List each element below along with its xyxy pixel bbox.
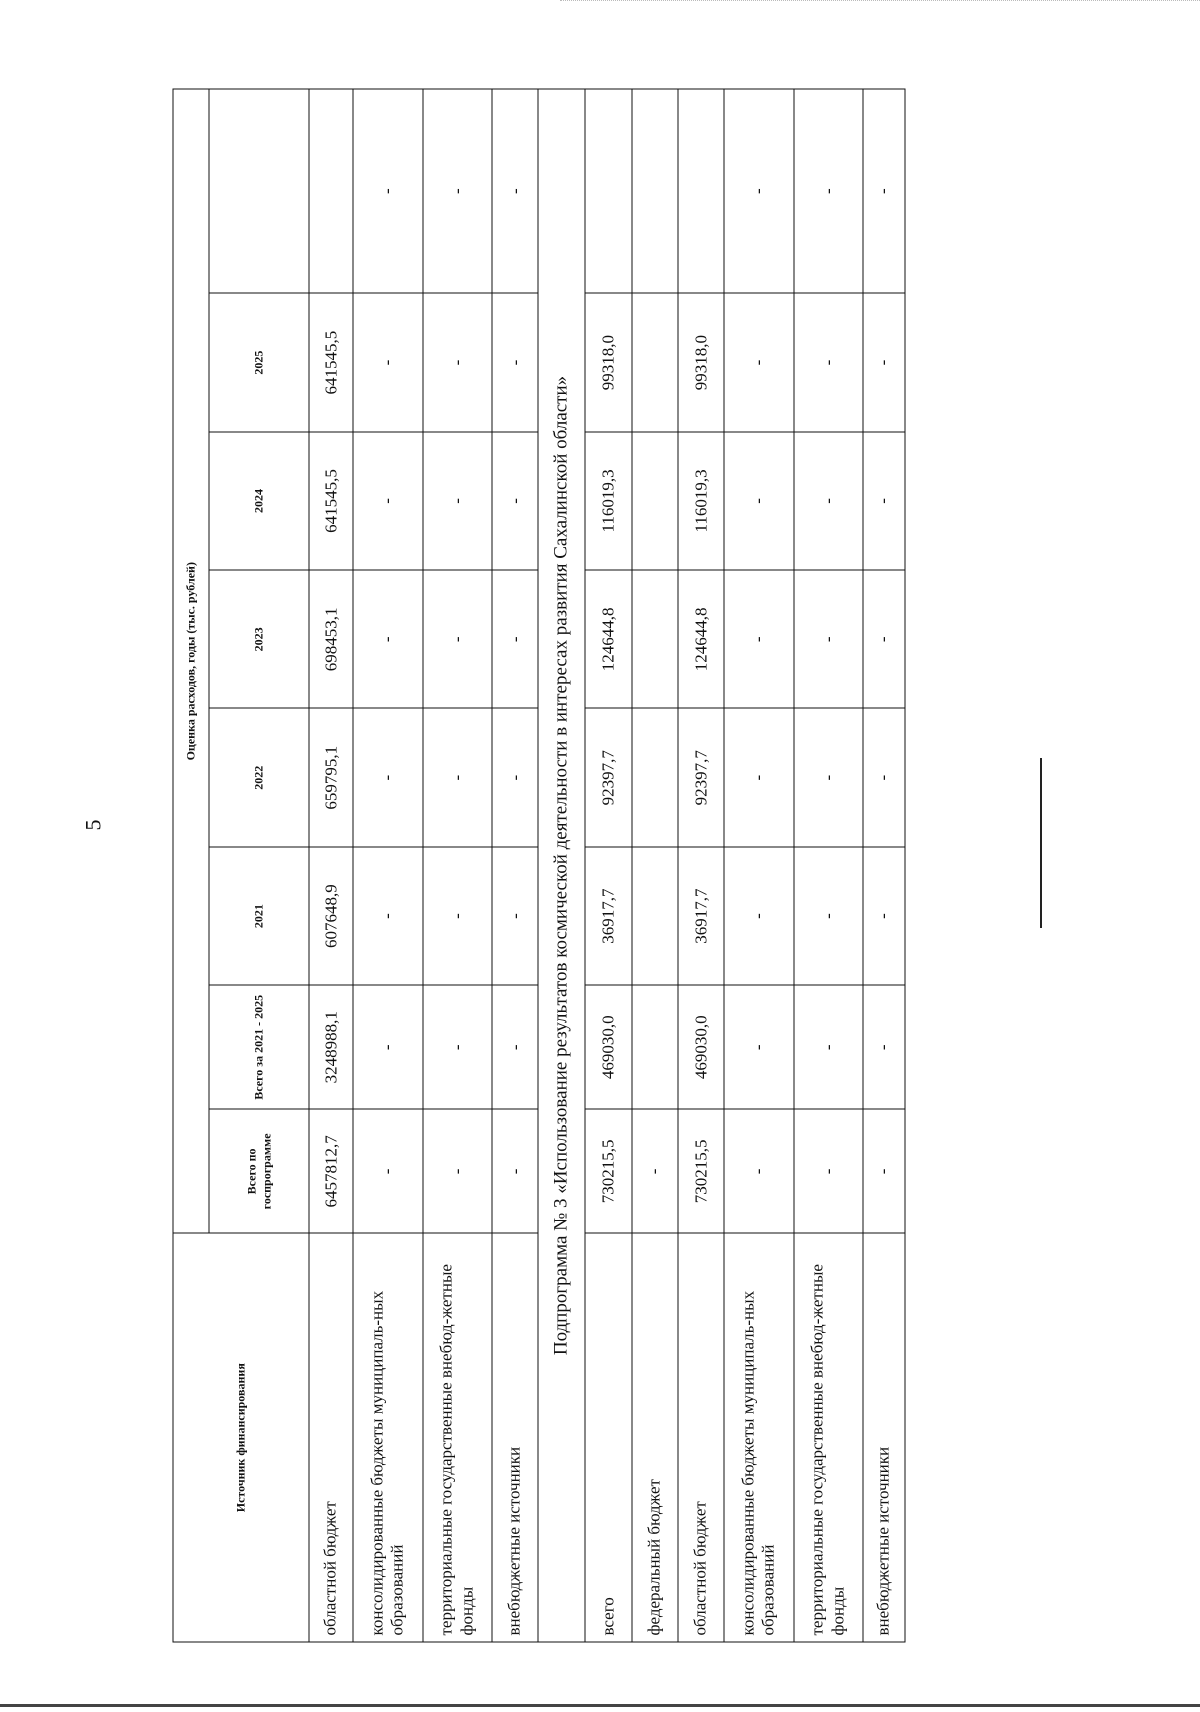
table-row <box>423 89 492 1642</box>
value-cell: 99318,0 <box>678 293 724 431</box>
value-cell: - <box>724 985 793 1109</box>
value-cell: - <box>724 293 793 431</box>
header-col: 2021 <box>209 847 309 985</box>
value-cell: 469030,0 <box>678 985 724 1109</box>
source-cell: федеральный бюджет <box>632 1233 678 1642</box>
value-cell: - <box>423 432 492 570</box>
value-cell: 124644,8 <box>585 570 631 708</box>
value-cell: - <box>794 293 863 431</box>
subprogram-row <box>538 89 585 1642</box>
header-col: Всего по госпрограмме <box>209 1109 309 1233</box>
value-cell: - <box>353 709 422 847</box>
table-row <box>492 89 538 1642</box>
value-cell: - <box>353 89 422 293</box>
header-col: 2024 <box>209 432 309 570</box>
value-cell: - <box>794 89 863 293</box>
source-cell: внебюджетные источники <box>863 1233 905 1642</box>
value-cell: - <box>863 709 905 847</box>
value-cell: - <box>794 847 863 985</box>
value-cell: - <box>353 432 422 570</box>
value-cell: - <box>794 985 863 1109</box>
value-cell: 730215,5 <box>678 1109 724 1233</box>
value-cell: - <box>863 985 905 1109</box>
value-cell: 124644,8 <box>678 570 724 708</box>
value-cell: - <box>724 1109 793 1233</box>
value-cell: 659795,1 <box>309 709 353 847</box>
value-cell: - <box>632 1109 678 1233</box>
source-cell: всего <box>585 1233 631 1642</box>
value-cell: - <box>724 570 793 708</box>
value-cell: - <box>423 293 492 431</box>
value-cell: - <box>353 293 422 431</box>
value-cell: 92397,7 <box>585 709 631 847</box>
value-cell: - <box>863 570 905 708</box>
value-cell <box>632 293 678 431</box>
value-cell: - <box>492 432 538 570</box>
value-cell: - <box>863 432 905 570</box>
value-cell: - <box>724 847 793 985</box>
value-cell: - <box>492 709 538 847</box>
value-cell: - <box>353 570 422 708</box>
table-row <box>309 89 353 1642</box>
source-cell: консолидированные бюджеты муниципаль-ных образований <box>724 1233 793 1642</box>
value-cell: - <box>492 570 538 708</box>
source-cell: областной бюджет <box>678 1233 724 1642</box>
value-cell: - <box>863 293 905 431</box>
value-cell: - <box>794 570 863 708</box>
value-cell: - <box>353 985 422 1109</box>
header-col: Всего за 2021 - 2025 <box>209 985 309 1109</box>
value-cell: 730215,5 <box>585 1109 631 1233</box>
source-cell: консолидированные бюджеты муниципаль-ных образований <box>353 1233 422 1642</box>
table-row <box>585 89 631 1642</box>
value-cell: - <box>724 432 793 570</box>
value-cell <box>678 89 724 293</box>
value-cell <box>632 709 678 847</box>
value-cell: 3248988,1 <box>309 985 353 1109</box>
value-cell: 607648,9 <box>309 847 353 985</box>
value-cell: 469030,0 <box>585 985 631 1109</box>
value-cell: - <box>492 293 538 431</box>
value-cell: - <box>794 709 863 847</box>
header-col: 2022 <box>209 709 309 847</box>
financing-table-rotated <box>173 89 906 1643</box>
table-row <box>794 89 863 1642</box>
source-cell: внебюджетные источники <box>492 1233 538 1642</box>
table-row <box>678 89 724 1642</box>
value-cell: - <box>863 89 905 293</box>
table-row <box>632 89 678 1642</box>
table-row <box>353 89 422 1642</box>
header-source: Источник финансирования <box>173 1233 309 1642</box>
value-cell: 116019,3 <box>585 432 631 570</box>
value-cell: - <box>423 985 492 1109</box>
subprogram-title: Подпрограмма № 3 «Использование результатов космической деятельности в интересах развития Сахалинской области» <box>538 89 585 1642</box>
value-cell: - <box>492 89 538 293</box>
header-group: Оценка расходов, годы (тыс. рублей) <box>173 89 209 1233</box>
table-row <box>863 89 905 1642</box>
scan-edge-bottom <box>0 1704 1200 1707</box>
value-cell: 99318,0 <box>585 293 631 431</box>
value-cell: - <box>353 847 422 985</box>
value-cell: - <box>724 89 793 293</box>
value-cell: - <box>353 1109 422 1233</box>
value-cell: - <box>794 1109 863 1233</box>
value-cell: 6457812,7 <box>309 1109 353 1233</box>
value-cell: 36917,7 <box>678 847 724 985</box>
value-cell: 641545,5 <box>309 293 353 431</box>
value-cell: - <box>423 847 492 985</box>
value-cell: - <box>492 847 538 985</box>
table-row <box>724 89 793 1642</box>
value-cell: - <box>492 1109 538 1233</box>
header-col: 2023 <box>209 570 309 708</box>
scan-edge-top <box>560 0 1200 5</box>
financing-table <box>173 89 906 1643</box>
value-cell: 641545,5 <box>309 432 353 570</box>
stray-vertical-rule <box>1040 758 1042 928</box>
value-cell: 36917,7 <box>585 847 631 985</box>
value-cell: - <box>863 1109 905 1233</box>
value-cell: - <box>423 1109 492 1233</box>
header-col <box>209 89 309 293</box>
value-cell: - <box>423 709 492 847</box>
page-number: 5 <box>80 819 106 831</box>
value-cell: - <box>423 570 492 708</box>
value-cell <box>632 847 678 985</box>
value-cell <box>585 89 631 293</box>
value-cell: 116019,3 <box>678 432 724 570</box>
source-cell: территориальные государственные внебюд-жетные фонды <box>423 1233 492 1642</box>
value-cell: - <box>794 432 863 570</box>
value-cell: - <box>423 89 492 293</box>
source-cell: областной бюджет <box>309 1233 353 1642</box>
value-cell <box>309 89 353 293</box>
value-cell: - <box>492 985 538 1109</box>
value-cell: 92397,7 <box>678 709 724 847</box>
value-cell: - <box>724 709 793 847</box>
value-cell: 698453,1 <box>309 570 353 708</box>
value-cell: - <box>863 847 905 985</box>
source-cell: территориальные государственные внебюд-жетные фонды <box>794 1233 863 1642</box>
value-cell <box>632 570 678 708</box>
value-cell <box>632 985 678 1109</box>
value-cell <box>632 432 678 570</box>
value-cell <box>632 89 678 293</box>
header-col: 2025 <box>209 293 309 431</box>
